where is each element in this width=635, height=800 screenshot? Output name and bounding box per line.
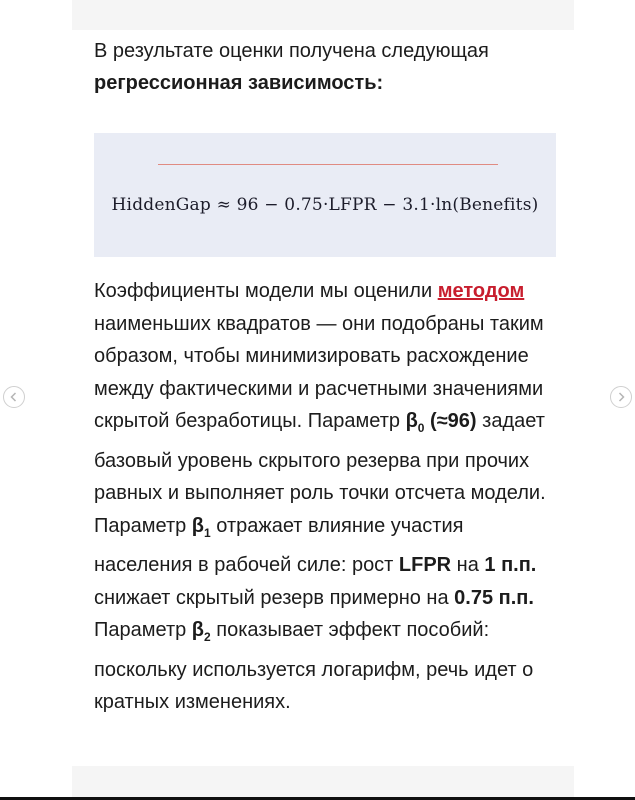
chevron-left-icon xyxy=(8,391,20,403)
body-text-5: на xyxy=(451,554,485,576)
body-text-3: задает базовый уровень скрытого резерва при прочих равных и выполняет роль точки отсчета модели. Параметр xyxy=(94,410,546,537)
lfpr-term: LFPR xyxy=(398,554,452,576)
formula-box xyxy=(94,133,556,257)
body-text-1: Коэффициенты модели мы оценили xyxy=(94,280,438,302)
next-slide-button[interactable] xyxy=(610,386,632,408)
body-text-2: наименьших квадратов — они подобраны таким образом, чтобы минимизировать расхождение между фактическими и расчетными значениями скрытой безработицы. Параметр xyxy=(94,312,544,432)
chevron-right-icon xyxy=(615,391,627,403)
next-content-block xyxy=(72,766,574,800)
one-pp-value: 1 п.п. xyxy=(484,554,537,576)
body-text-8: показывает эффект пособий: поскольку используется логарифм, речь идет о кратных изменениях. xyxy=(94,619,534,713)
regression-formula: HiddenGap ≈ 96 − 0.75·LFPR − 3.1·ln(Benefits) xyxy=(111,195,539,215)
beta-1-symbol: $\beta_1$ xyxy=(191,514,211,540)
method-link[interactable]: методом xyxy=(437,280,525,302)
previous-slide-button[interactable] xyxy=(3,386,25,408)
intro-paragraph xyxy=(94,35,564,99)
explanation-paragraph xyxy=(94,275,564,719)
previous-content-block xyxy=(72,0,574,30)
intro-line-2: регрессионная зависимость: xyxy=(94,72,384,94)
pp075-value: 0.75 п.п. xyxy=(454,586,534,609)
body-text-6: снижает скрытый резерв примерно на xyxy=(94,586,455,609)
beta-2-symbol: $\beta_2$ xyxy=(191,619,211,644)
body-text-7: Параметр xyxy=(94,619,192,641)
beta-0-symbol: $\beta_0$ (≈96) xyxy=(405,410,477,435)
formula-divider xyxy=(158,164,498,165)
body-text-4: отражает влияние участия населения в рабочей силе: рост xyxy=(94,514,464,576)
intro-line-1: В результате оценки получена следующая xyxy=(94,40,489,62)
